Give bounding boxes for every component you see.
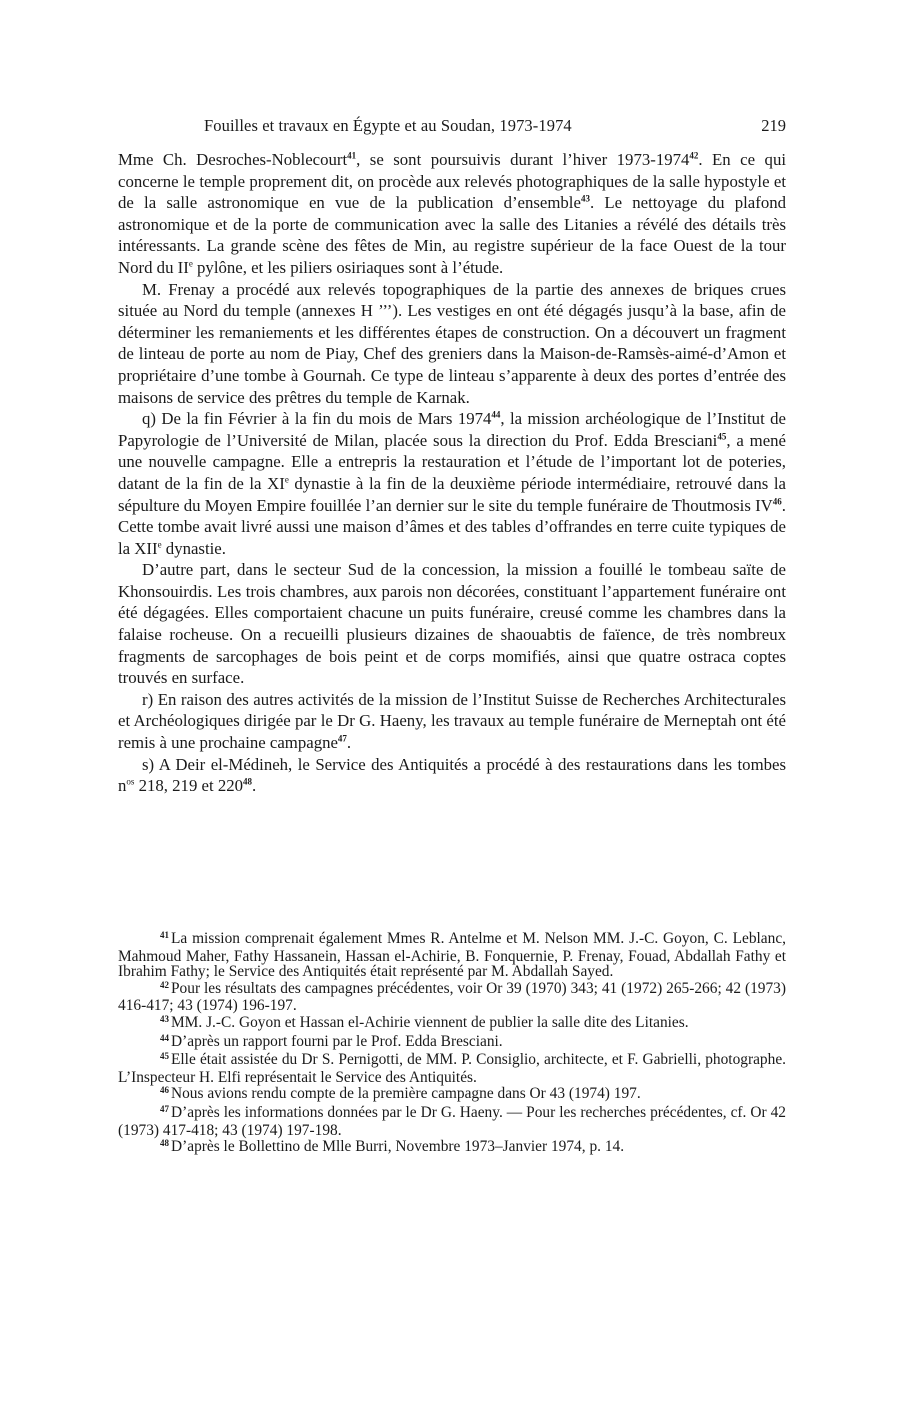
page-number: 219 xyxy=(761,116,786,135)
footnote-number: 45 xyxy=(160,1051,169,1062)
footnote: $^{42}$ Pour les résultats des campagnes précédentes, voir Or 39 (1970) 343; 41 (1972) 265-266; 42 (1973) 416-417; 43 (1974) 196-197. xyxy=(118,979,786,1015)
footnote-ref: 47 xyxy=(337,733,347,744)
footnote-number: 43 xyxy=(160,1013,169,1024)
paragraph-frenay: M. Frenay a procédé aux relevés topographiques de la partie des annexes de briques crues située au Nord du temple (annexes H ’’’). Les vestiges en ont été dégagés jusqu’à la base, afin de déterminer les remaniements et les différentes étapes de construction. On a découvert un fragment de linteau de porte au nom de Piay, Chef des greniers dans la Maison-de-Ramsès-aimé-d’Amon et propriétaire d’une tombe à Gournah. Ce type de linteau s’apparente à deux des portes d’entrée des maisons de service des prêtres du temple de Karnak. xyxy=(118,279,786,407)
footnotes xyxy=(118,931,786,1158)
footnote-number: 46 xyxy=(160,1085,169,1096)
paragraph-q-milan-mission: q) De la fin Février à la fin du mois de Mars 1974$^{44}$, la mission archéologique de l’Institut de Papyrologie de l’Université de Milan, placée sous la direction du Prof. Edda Bresciani$^{45}$, a mené une nouvelle campagne. Elle a entrepris la restauration et l’étude de l’important lot de poteries, datant de la fin de la XIe dynastie à la fin de la deuxième période intermédiaire, retrouvé dans la sépulture du Moyen Empire fouillée l’an dernier sur le site du temple funéraire de Thoutmosis IV$^{46}$. Cette tombe avait livré aussi une maison d’âmes et des tables d’offrandes en terre cuite typiques de la XIIe dynastie. xyxy=(118,409,787,558)
footnote-ref: 42 xyxy=(689,150,699,161)
footnote: $^{47}$ D’après les informations données par le Dr G. Haeny. — Pour les recherches précédentes, cf. Or 42 (1973) 417-418; 43 (1974) 197-198. xyxy=(118,1103,786,1139)
superscript: e xyxy=(188,258,193,269)
footnote-number: 48 xyxy=(160,1138,169,1149)
paragraph-khonsouirdis: D’autre part, dans le secteur Sud de la concession, la mission a fouillé le tombeau saïte de Khonsouirdis. Les trois chambres, aux parois non décorées, constituant l’appartement funéraire ont été dégagées. Elles comportaient chacune un puits funéraire, creusé comme les chambres dans la falaise rocheuse. On a recueilli plusieurs dizaines de shaouabtis de faïence, de très nombreux fragments de sarcophages de bois peint et de corps momifiés, ainsi que quatre ostraca coptes trouvés en surface. xyxy=(118,560,786,688)
footnote-ref: 43 xyxy=(580,193,590,204)
superscript: e xyxy=(157,539,162,550)
footnote-number: 44 xyxy=(160,1032,169,1043)
footnote-ref: 41 xyxy=(347,150,357,161)
footnote: $^{41}$ La mission comprenait également Mmes R. Antelme et M. Nelson MM. J.-C. Goyon, C. Leblanc, Mahmoud Maher, Fathy Hassanein, Hassan el-Achirie, B. Fonquernie, P. Frenay, Fouad, Abdallah Fathy et Ibrahim Fathy; le Service des Antiquités était représenté par M. Abdallah Sayed. xyxy=(118,930,786,981)
footnote: $^{44}$ D’après un rapport fourni par le Prof. Edda Bresciani. xyxy=(160,1032,503,1050)
footnote: $^{48}$ D’après le Bollettino de Mlle Burri, Novembre 1973–Janvier 1974, p. 14. xyxy=(160,1138,625,1156)
footnote-ref: 44 xyxy=(491,409,501,420)
footnote-number: 47 xyxy=(160,1103,169,1114)
superscript: e xyxy=(284,474,289,485)
footnote: $^{43}$ MM. J.-C. Goyon et Hassan el-Achirie viennent de publier la salle dite des Litanies. xyxy=(160,1013,689,1031)
superscript: os xyxy=(126,776,135,787)
footnote-ref: 45 xyxy=(717,431,727,442)
main-text xyxy=(118,149,786,797)
page-header xyxy=(118,116,786,138)
footnote-number: 42 xyxy=(160,979,169,990)
footnote: $^{45}$ Elle était assistée du Dr S. Pernigotti, de MM. P. Consiglio, architecte, et F. Gabrielli, photographe. L’Inspecteur H. Elfi représentait le Service des Antiquités. xyxy=(118,1051,786,1086)
footnote-ref: 48 xyxy=(243,776,253,787)
footnote-ref: 46 xyxy=(772,495,782,506)
footnote: $^{46}$ Nous avions rendu compte de la première campagne dans Or 43 (1974) 197. xyxy=(160,1085,641,1103)
paragraph-r-merneptah: r) En raison des autres activités de la mission de l’Institut Suisse de Recherches Architecturales et Archéologiques dirigée par le Dr G. Haeny, les travaux au temple funéraire de Merneptah ont été remis à une prochaine campagne$^{47}$. xyxy=(118,689,786,753)
paragraph-karnak-temple: Mme Ch. Desroches-Noblecourt$^{41}$, se sont poursuivis durant l’hiver 1973-1974$^{42}$. En ce qui concerne le temple proprement dit, on procède aux relevés photographiques de la salle hypostyle et de la salle astronomique en vue de la publication d’ensemble$^{43}$. Le nettoyage du plafond astronomique et de la porte de communication avec la salle des Litanies a révélé des détails très intéressants. La grande scène des fêtes de Min, au registre supérieur de la face Ouest de la tour Nord du IIe pylône, et les piliers osiriaques sont à l’étude. xyxy=(118,150,786,277)
paragraph-s-deir-el-medineh: s) A Deir el-Médineh, le Service des Antiquités a procédé à des restaurations dans les tombes $n^{os}$ 218, 219 et $220^{48}$. xyxy=(118,754,786,796)
running-title: Fouilles et travaux en Égypte et au Soudan, 1973-1974 xyxy=(204,116,572,135)
footnote-number: 41 xyxy=(160,930,169,940)
